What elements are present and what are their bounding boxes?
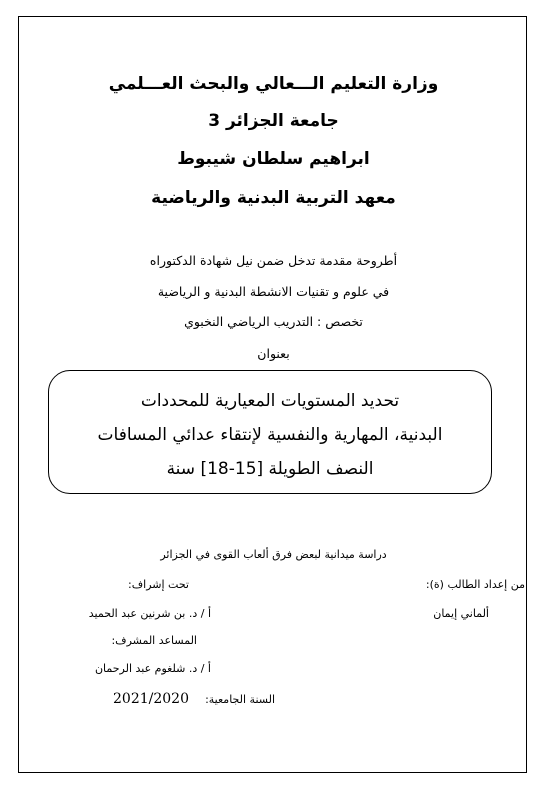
thesis-title-line-1: تحديد المستويات المعيارية للمحددات bbox=[140, 391, 400, 411]
university-name: جامعة الجزائر 3 bbox=[208, 111, 339, 131]
prepared-by-label: من إعداد الطالب (ة): bbox=[425, 578, 525, 591]
student-name: ألماني إيمان bbox=[433, 607, 489, 620]
academic-year-label: السنة الجامعية: bbox=[205, 693, 275, 706]
assistant-supervisor-name: أ / د. شلغوم عبد الرحمان bbox=[94, 662, 211, 675]
thesis-titled: بعنوان bbox=[257, 346, 290, 361]
ministry-name: وزارة التعليم الـــعالي والبحث العـــلمي bbox=[108, 74, 439, 94]
institute-name: معهد التربية البدنية والرياضية bbox=[151, 188, 396, 208]
field-study: دراسة ميدانية لبعض فرق ألعاب القوى في الجزائر bbox=[160, 548, 387, 561]
thesis-intro-2: في علوم و تقنيات الانشطة البدنية و الرياضية bbox=[157, 284, 390, 299]
person-name: ابراهيم سلطان شيبوط bbox=[177, 149, 370, 169]
thesis-title-line-2: البدنية، المهارية والنفسية لإنتقاء عدائي المسافات bbox=[97, 425, 443, 445]
supervisor-name: أ / د. بن شرنين عبد الحميد bbox=[88, 607, 211, 620]
thesis-intro-1: أطروحة مقدمة تدخل ضمن نيل شهادة الدكتوراه bbox=[149, 253, 398, 268]
supervision-label: تحت إشراف: bbox=[128, 578, 189, 591]
assistant-supervisor-label: المساعد المشرف: bbox=[111, 634, 197, 647]
thesis-title-line-3: النصف الطويلة [15-18] سنة bbox=[166, 459, 374, 479]
thesis-title-box bbox=[48, 370, 492, 494]
thesis-specialty: تخصص : التدريب الرياضي النخبوي bbox=[184, 314, 363, 329]
academic-year-value: 2021/2020 bbox=[113, 691, 189, 707]
